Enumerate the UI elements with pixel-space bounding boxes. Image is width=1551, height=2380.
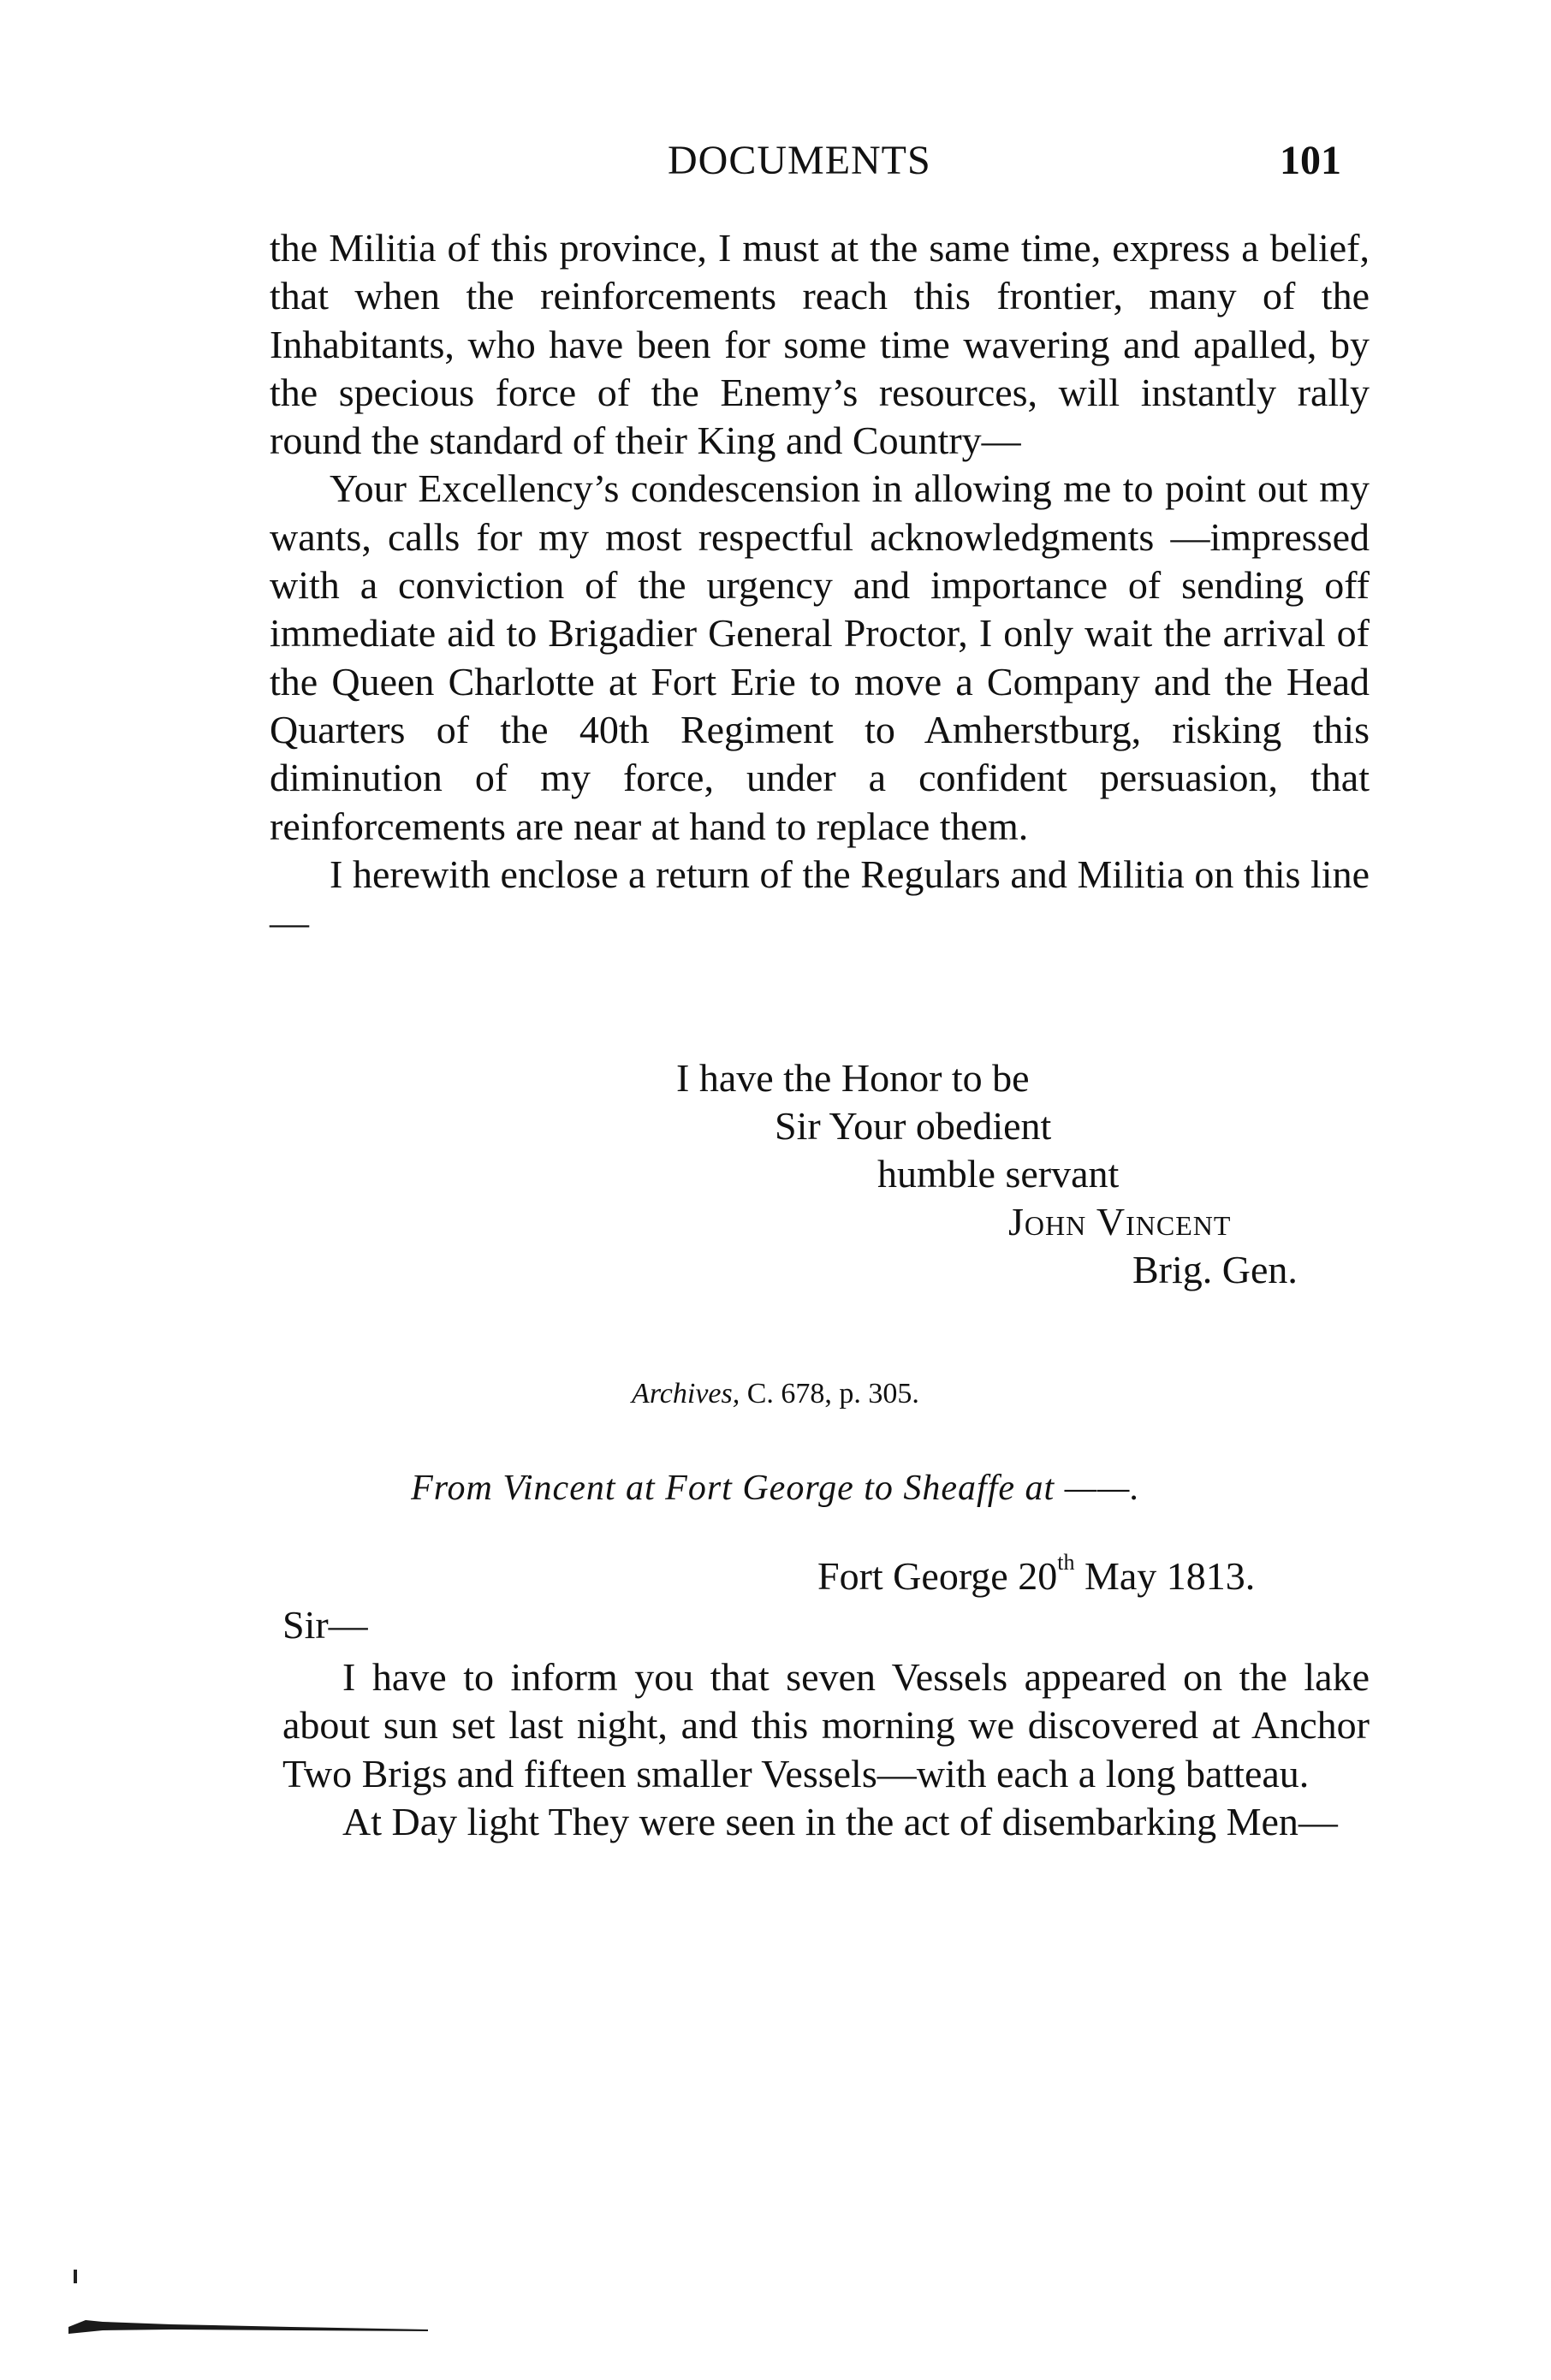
signature: John Vincent [1008,1200,1232,1243]
archive-reference [0,1378,1551,1410]
page-header [0,137,1551,205]
paragraph: the Militia of this province, I must at the same time, express a belief, that when the reinforcements reach this frontier, many of the Inhabitants, who have been for some time wavering and apalled, by the specious force of the Enemy’s resources, will instantly rally round the standard of their King and Country— [270,226,1370,463]
paragraph: I herewith enclose a return of the Regulars and Militia on this line— [270,852,1370,945]
letter-heading: From Vincent at Fort George to Sheaffe at ——. [411,1469,1140,1508]
paragraph: At Day light They were seen in the act of disembarking Men— [342,1799,1338,1843]
scan-artifact-mark [74,2270,77,2283]
archive-citation: C. 678, p. 305. [746,1378,919,1410]
salutation: Sir— [282,1603,368,1647]
running-title: DOCUMENTS [668,138,931,183]
dateline-place: Fort George 20 [817,1554,1058,1598]
letter-body [282,1653,1370,1846]
signature-rank: Brig. Gen. [1132,1248,1298,1291]
closing-line: Sir Your obedient [775,1104,1052,1148]
dateline [817,1550,1256,1599]
closing-line: I have the Honor to be [676,1056,1030,1100]
archive-name: Archives, [632,1378,740,1410]
closing-line: humble servant [877,1152,1120,1196]
scan-artifact-bar [68,2315,428,2334]
dateline-superscript: th [1057,1550,1075,1575]
paragraph [270,465,1370,850]
paragraph-text: Your Excellency’s condescension in allowing me to point out my wants, calls for my most respectful acknowledgments —impressed with a conviction of the urgency and importance of sending off immediate aid to Brigadier General Proctor, I only wait the arrival of the Queen Charlotte at Fort Erie to move a Company and the Head Quarters of the 40th Regiment to Amherstburg, risking this diminution of my force, under a confident persuasion, that reinforcements are near at hand to replace them. [270,466,1370,848]
paragraph: I have to inform you that seven Vessels appeared on the lake about sun set last night, and this morning we discovered at Anchor Two Brigs and fifteen smaller Vessels—with each a long batteau. [282,1655,1370,1795]
dateline-date: May 1813. [1074,1554,1256,1598]
page-number: 101 [1280,138,1341,183]
letter-body [270,224,1370,947]
